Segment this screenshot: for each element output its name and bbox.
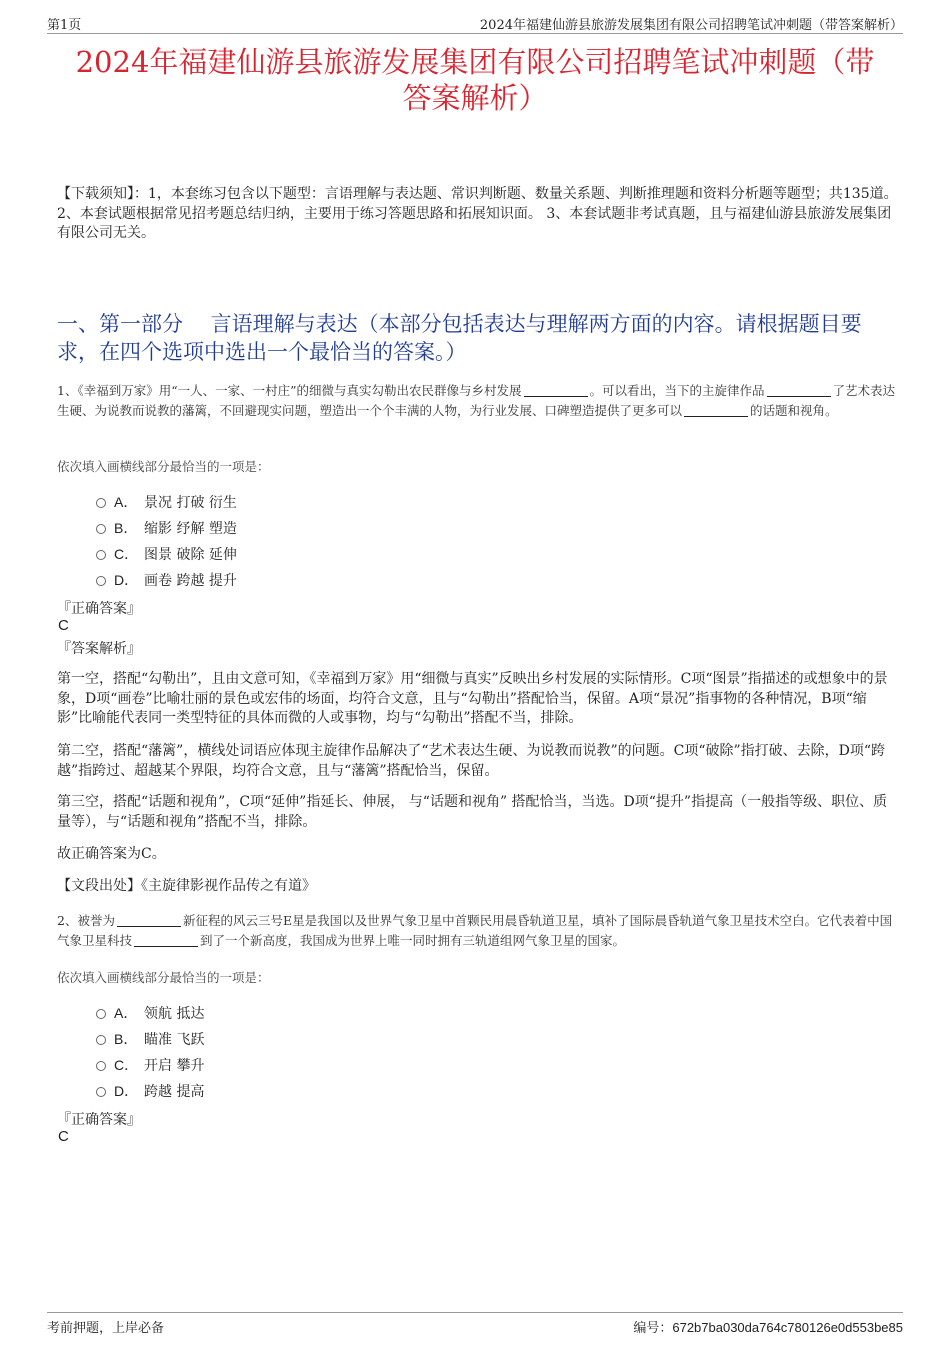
- q2-option-b[interactable]: B． 瞄准 飞跃: [96, 1029, 204, 1049]
- q1-answer: C: [58, 617, 69, 634]
- radio-icon[interactable]: [96, 524, 106, 534]
- question-1-prompt: 依次填入画横线部分最恰当的一项是：: [57, 459, 270, 474]
- question-1-stem: 1、《幸福到万家》用“一人、一家、一村庄”的细微与真实勾勒出农民群像与乡村发展 。可以看出，当下的主旋律作品 了艺术表达生硬、为说教而说教的藩篱，不回避现实问题，塑造出一个个丰满的人物，为行业发展、口碑塑造提供了更多可以 的话题和视角。: [57, 383, 896, 418]
- blank-line: [117, 914, 181, 927]
- radio-icon[interactable]: [96, 550, 106, 560]
- section-heading: 一、第一部分 言语理解与表达（本部分包括表达与理解两方面的内容。请根据题目要求，在四个选项中选出一个最恰当的答案。）: [57, 312, 862, 364]
- q1-analysis-para-1: 第一空，搭配“勾勒出”，且由文意可知，《幸福到万家》用“细微与真实”反映出乡村发展的实际情形。C项“图景”指描述的或想象中的景象，D项“画卷”比喻壮丽的景色或宏伟的场面，均符合文意，且与“勾勒出”搭配恰当，保留。A项“景况”指事物的各种情况，B项“缩影”比喻能代表同一类型特征的具体而微的人或事物，均与“勾勒出”搭配不当，排除。: [57, 671, 888, 726]
- page-number: 第1页: [47, 18, 82, 33]
- page-title: [40, 44, 910, 116]
- q2-answer-label: 『正确答案』: [57, 1112, 141, 1128]
- radio-icon[interactable]: [96, 498, 106, 508]
- page-footer: [47, 1312, 903, 1335]
- footer-slogan: 考前押题，上岸必备: [47, 1321, 165, 1336]
- footer-code: 编号：672b7ba030da764c780126e0d553be85: [633, 1320, 903, 1336]
- radio-icon[interactable]: [96, 1087, 106, 1097]
- question-2-stem: 2、被誉为 新征程的风云三号E星是我国以及世界气象卫星中首颗民用晨昏轨道卫星，填补了国际晨昏轨道气象卫星技术空白。它代表着中国气象卫星科技 到了一个新高度，我国成为世界上唯一同时拥有三轨道组网气象卫星的国家。: [57, 913, 893, 948]
- blank-line: [767, 384, 831, 397]
- q1-analysis-para-2: 第二空，搭配“藩篱”，横线处词语应体现主旋律作品解决了“艺术表达生硬、为说教而说教”的问题。C项“破除”指打破、去除，D项“跨越”指跨过、超越某个界限，均符合文意，且与“藩篱”搭配恰当，保留。: [57, 743, 886, 779]
- page-header: [47, 14, 903, 34]
- q1-answer-label: 『正确答案』: [57, 601, 141, 617]
- q1-analysis-conclusion: 故正确答案为C。: [57, 846, 166, 862]
- blank-line: [134, 934, 198, 947]
- q1-analysis-label: 『答案解析』: [57, 641, 141, 657]
- q2-option-d[interactable]: D． 跨越 提高: [96, 1081, 204, 1101]
- q2-option-a[interactable]: A． 领航 抵达: [96, 1003, 204, 1023]
- q1-option-a[interactable]: A． 景况 打破 衍生: [96, 492, 237, 512]
- radio-icon[interactable]: [96, 576, 106, 586]
- header-doc-title: 2024年福建仙游县旅游发展集团有限公司招聘笔试冲刺题（带答案解析）: [479, 18, 903, 33]
- q2-answer: C: [58, 1128, 69, 1145]
- radio-icon[interactable]: [96, 1035, 106, 1045]
- blank-line: [684, 404, 748, 417]
- radio-icon[interactable]: [96, 1061, 106, 1071]
- blank-line: [524, 384, 588, 397]
- download-notice: 【下载须知】：1，本套练习包含以下题型：言语理解与表达题、常识判断题、数量关系题、判断推理题和资料分析题等题型；共135道。 2、本套试题根据常见招考题总结归纳，主要用于练习答题思路和拓展知识面。 3、本套试题非考试真题，且与福建仙游县旅游发展集团有限公司无关。: [57, 186, 898, 241]
- q1-analysis-para-3: 第三空，搭配“话题和视角”，C项“延伸”指延长、伸展， 与“话题和视角” 搭配恰当，当选。D项“提升”指提高（一般指等级、职位、质量等），与“话题和视角”搭配不当，排除。: [57, 794, 888, 830]
- title-line-2: 答案解析）: [402, 81, 548, 115]
- radio-icon[interactable]: [96, 1009, 106, 1019]
- q1-source: 【文段出处】《主旋律影视作品传之有道》: [57, 878, 316, 894]
- title-line-1: 2024年福建仙游县旅游发展集团有限公司招聘笔试冲刺题（带: [75, 45, 875, 79]
- q2-option-c[interactable]: C． 开启 攀升: [96, 1055, 204, 1075]
- q1-option-d[interactable]: D． 画卷 跨越 提升: [96, 570, 237, 590]
- question-2-prompt: 依次填入画横线部分最恰当的一项是：: [57, 970, 270, 985]
- q1-option-b[interactable]: B． 缩影 纾解 塑造: [96, 518, 237, 538]
- q1-option-c[interactable]: C． 图景 破除 延伸: [96, 544, 237, 564]
